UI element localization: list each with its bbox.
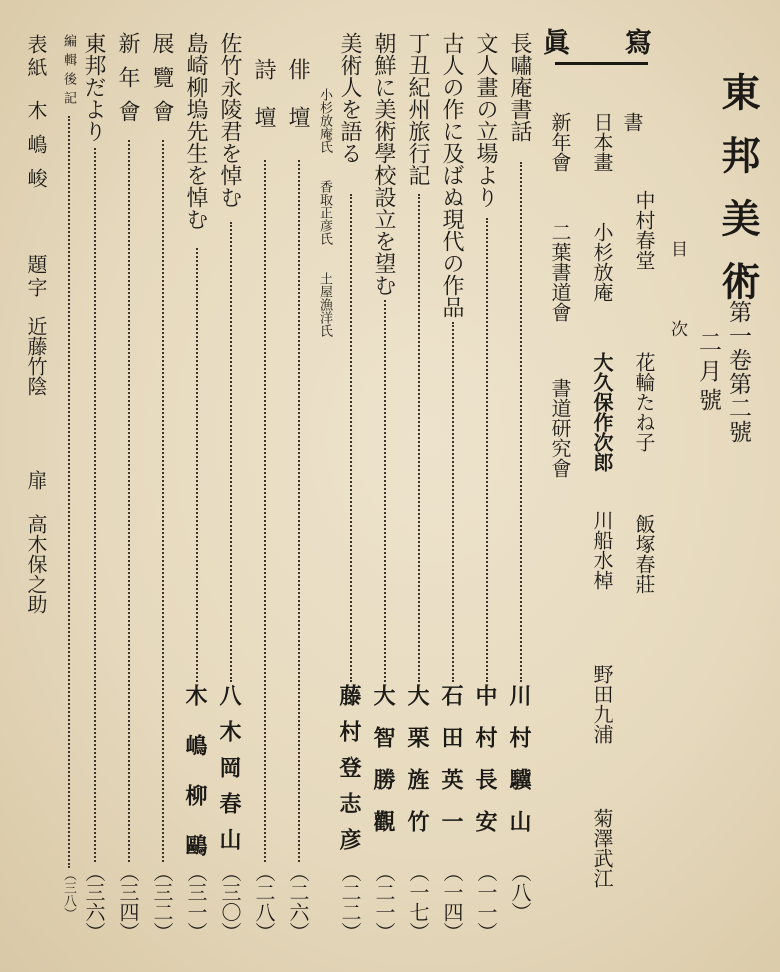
leader-dots: [520, 162, 522, 682]
discussant: 小杉放庵氏: [317, 88, 332, 153]
article-title: 編輯後記: [61, 34, 76, 110]
photo-item-label: 新年會: [548, 112, 572, 172]
photo-section-heading-2: 眞: [538, 28, 569, 55]
article-page: （三〇）: [218, 862, 242, 942]
article-title: 詩壇: [251, 58, 276, 154]
leader-dots: [418, 194, 420, 682]
article-title: 東邦だより: [81, 32, 106, 142]
photo-item-name: 小杉放庵: [590, 222, 614, 302]
photo-item-name: 飯塚春莊: [632, 514, 656, 594]
leader-dots: [230, 222, 232, 682]
article-title: 俳壇: [285, 58, 310, 154]
article-page: （三二）: [150, 862, 174, 942]
article-page: （三四）: [116, 862, 140, 942]
credit-role: 扉: [24, 470, 48, 490]
photo-item-name: 中村春堂: [632, 190, 656, 270]
photo-item-label: 書: [620, 112, 644, 132]
credit-role: 題字: [24, 254, 48, 300]
credit-name: 近藤竹陰: [24, 316, 48, 396]
article-title: 島崎柳塢先生を悼む: [183, 32, 208, 230]
magazine-title: 東邦美術: [715, 72, 761, 324]
toc-heading-1: 目: [667, 240, 687, 257]
credit-name: 木嶋峻: [24, 100, 48, 202]
credit-role: 表紙: [24, 34, 48, 80]
article-page: （二六）: [286, 862, 310, 942]
article-page: （一四）: [440, 862, 464, 942]
article-title: 丁丑紀州旅行記: [405, 32, 430, 186]
article-page: （三六）: [82, 862, 106, 942]
article-title: 美術人を語る: [337, 32, 362, 164]
article-title: 古人の作に及ばぬ現代の作品: [439, 32, 464, 318]
photo-item-name: 川船水棹: [590, 510, 614, 590]
article-author: 藤村登志彦: [336, 684, 362, 864]
article-page: （八）: [508, 862, 532, 922]
leader-dots: [298, 160, 300, 862]
article-title: 文人畫の立場より: [473, 32, 498, 208]
leader-dots: [384, 300, 386, 682]
photo-item-name: 大久保作次郎: [590, 352, 614, 472]
article-page: （三八）: [61, 868, 76, 920]
leader-dots: [94, 148, 96, 862]
leader-dots: [128, 140, 130, 862]
leader-dots: [68, 116, 70, 868]
toc-heading-2: 次: [667, 320, 687, 337]
leader-dots: [264, 160, 266, 862]
section-rule: [555, 62, 648, 65]
leader-dots: [162, 140, 164, 862]
photo-item-name: 野田九浦: [590, 664, 614, 744]
photo-item-name: 花輪たね子: [632, 352, 656, 452]
article-page: （三一）: [184, 862, 208, 942]
photo-item-name: 二葉書道會: [548, 222, 572, 322]
article-title: 長嘯庵書話: [507, 32, 532, 142]
article-author: 大智勝觀: [370, 684, 396, 852]
credit-name: 高木保之助: [24, 514, 48, 614]
article-title: 朝鮮に美術學校設立を望む: [371, 32, 396, 296]
issue-label: 第一卷第二號: [725, 300, 751, 444]
article-page: （一七）: [406, 862, 430, 942]
article-title: 佐竹永陵君を悼む: [217, 32, 242, 208]
article-page: （一一）: [474, 862, 498, 942]
month-label: 二月號: [695, 330, 721, 417]
discussant: 土屋漁洋氏: [317, 272, 332, 337]
article-page: （二八）: [252, 862, 276, 942]
leader-dots: [452, 322, 454, 682]
leader-dots: [486, 218, 488, 682]
article-title: 展覽會: [149, 32, 174, 134]
leader-dots: [350, 194, 352, 682]
photo-item-name: 書道研究會: [548, 378, 572, 478]
discussant: 香取正彦氏: [317, 180, 332, 245]
article-author: 石田英一: [438, 684, 464, 852]
article-title: 新年會: [115, 32, 140, 134]
article-author: 木嶋柳鷗: [182, 684, 208, 884]
leader-dots: [196, 248, 198, 682]
article-author: 大栗旌竹: [404, 684, 430, 852]
photo-item-label: 日本畫: [590, 112, 614, 172]
article-author: 中村長安: [472, 684, 498, 852]
article-page: （二一）: [372, 862, 396, 942]
photo-item-name: 菊澤武江: [590, 808, 614, 888]
article-page: （二二）: [338, 862, 362, 942]
article-author: 川村驥山: [506, 684, 532, 852]
photo-section-heading: 寫: [620, 28, 651, 55]
article-author: 八木岡春山: [216, 684, 242, 864]
